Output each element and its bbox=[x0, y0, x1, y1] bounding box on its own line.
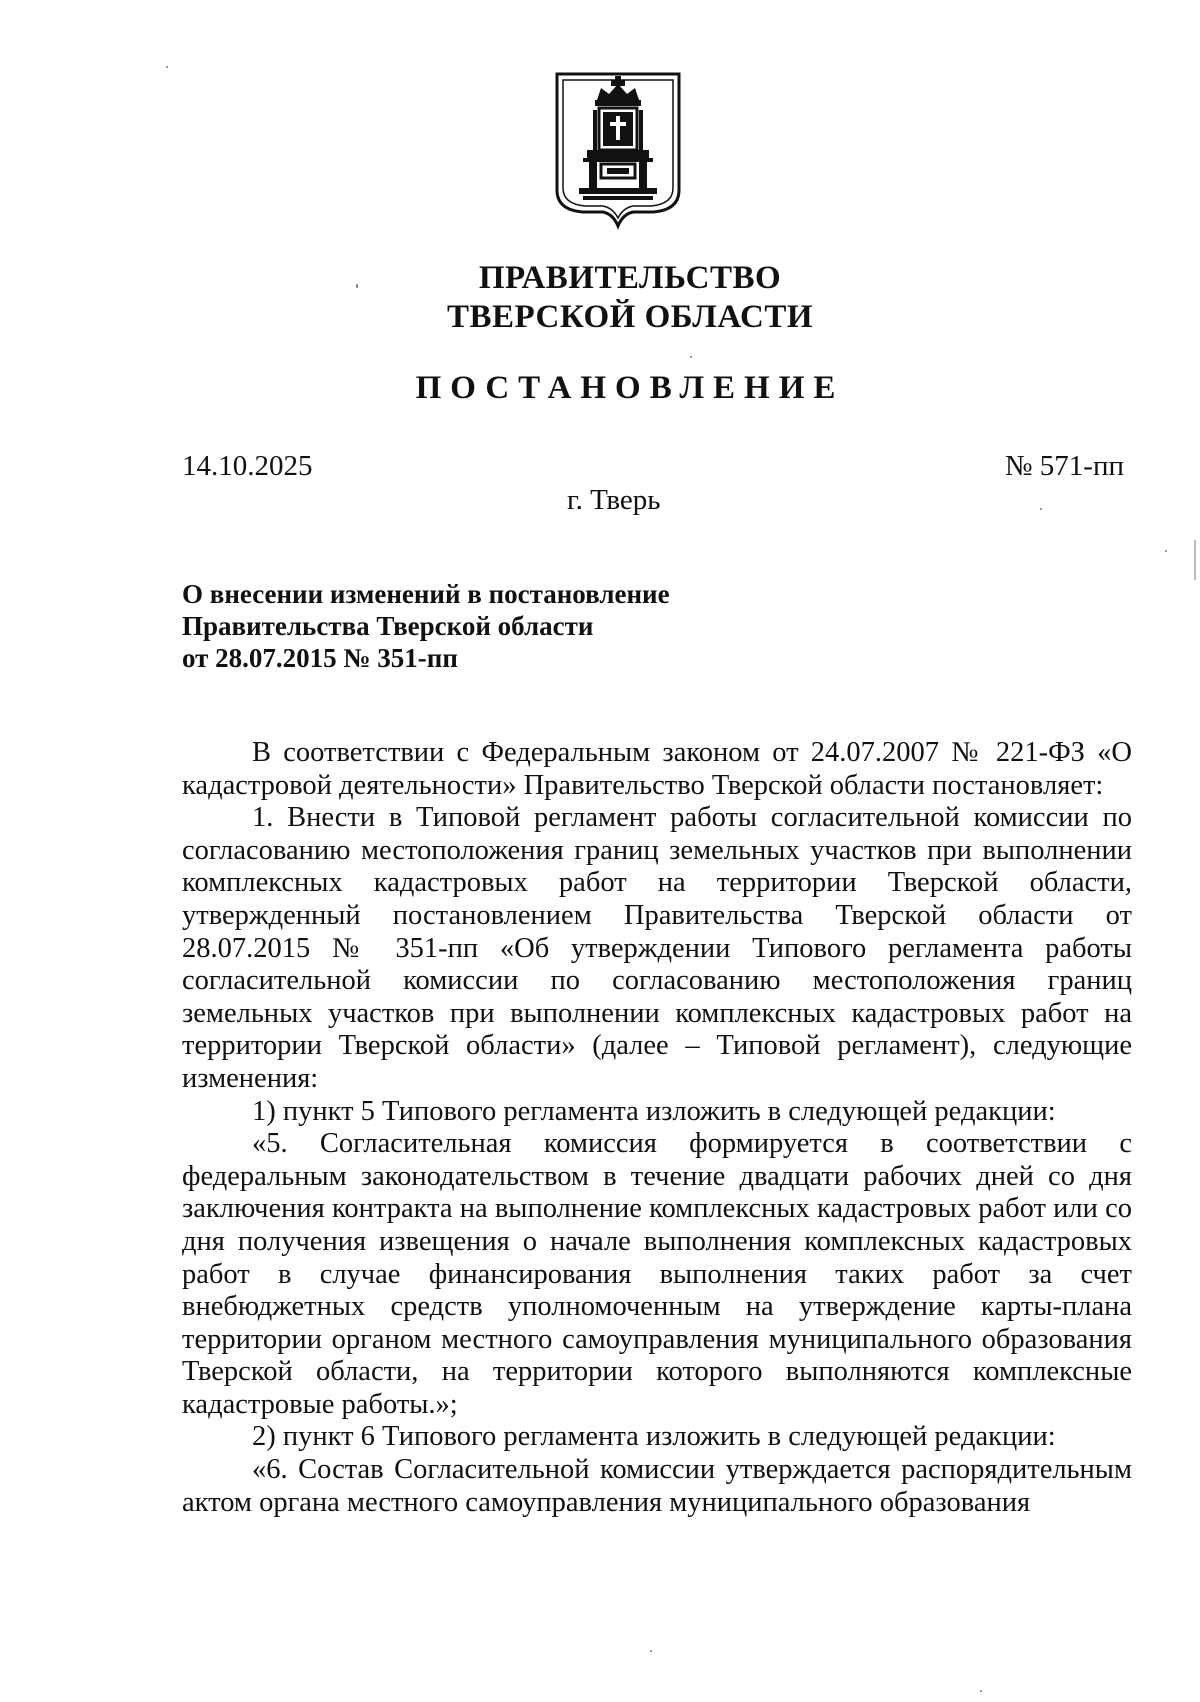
scan-speck bbox=[690, 356, 692, 358]
document-date: 14.10.2025 bbox=[182, 450, 313, 482]
scan-speck bbox=[1194, 540, 1196, 580]
body-paragraph: «5. Согласительная комиссия формируется в соответствии с федеральным законодательством в течение двадцати рабочих дней со дня заключения контракта на выполнение комплексных кадастровых работ или со дня получения извещения о начале выполнения комплексных кадастровых работ в случае финансирования выполнения таких работ за счет внебюджетных средств уполномоченным на утверждение карты-плана территории органом местного самоуправления муниципального образования Тверской области, на территории которого выполняются комплексные кадастровые работы.»; bbox=[182, 1128, 1132, 1420]
organization-name-line1: ПРАВИТЕЛЬСТВО bbox=[478, 260, 782, 296]
subject-line: О внесении изменений в постановление bbox=[182, 579, 670, 609]
body-paragraph: В соответствии с Федеральным законом от 24.07.2007 № 221-ФЗ «О кадастровой деятельности» Правительство Тверской области постановляет: bbox=[182, 737, 1132, 801]
scan-speck bbox=[1165, 550, 1167, 552]
document-body bbox=[182, 737, 1132, 1519]
body-paragraph: «6. Состав Согласительной комиссии утверждается распорядительным актом органа местного самоуправления муниципального образования bbox=[182, 1454, 1132, 1518]
document-subject bbox=[182, 578, 670, 674]
body-paragraph: 1. Внести в Типовой регламент работы согласительной комиссии по согласованию местоположения границ земельных участков при выполнении комплексных кадастровых работ на территории Тверской области, утвержденный постановлением Правительства Тверской области от 28.07.2015 № 351-пп «Об утверждении Типового регламента работы согласительной комиссии по согласованию местоположения границ земельных участков при выполнении комплексных кадастровых работ на территории Тверской области» (далее – Типовой регламент), следующие изменения: bbox=[182, 802, 1132, 1094]
organization-name-line2: ТВЕРСКОЙ ОБЛАСТИ bbox=[446, 299, 814, 335]
body-paragraph: 2) пункт 6 Типового регламента изложить в следующей редакции: bbox=[252, 1421, 1056, 1453]
body-paragraph: 1) пункт 5 Типового регламента изложить в следующей редакции: bbox=[252, 1095, 1056, 1127]
tver-coat-of-arms-icon bbox=[553, 70, 683, 230]
document-type: ПОСТАНОВЛЕНИЕ bbox=[415, 370, 845, 406]
scan-speck bbox=[1040, 508, 1042, 510]
subject-line: Правительства Тверской области bbox=[182, 611, 594, 641]
scan-speck bbox=[980, 1690, 982, 1692]
scan-speck bbox=[166, 66, 168, 68]
subject-line: от 28.07.2015 № 351-пп bbox=[182, 643, 458, 673]
scan-speck bbox=[356, 284, 358, 288]
scan-speck bbox=[650, 1650, 652, 1652]
document-city: г. Тверь bbox=[567, 484, 661, 516]
document-number: № 571-пп bbox=[1004, 450, 1124, 482]
